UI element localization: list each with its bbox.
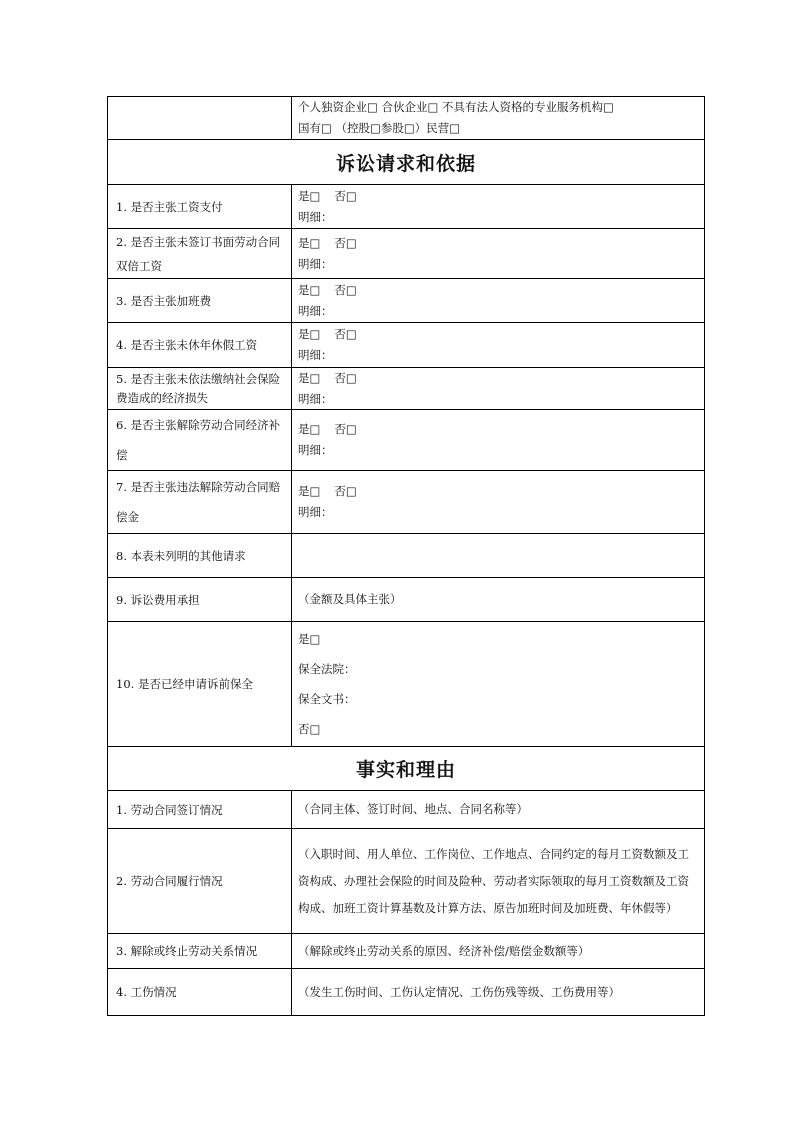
detail-label: 明细：: [298, 209, 333, 224]
claim-row-3: [108, 279, 704, 323]
claim-label-7: 7. 是否主张违法解除劳动合同赔偿金: [108, 471, 292, 533]
fact-label-1: 1. 劳动合同签订情况: [108, 791, 292, 828]
claim-answer-3: [292, 279, 704, 322]
no-checkbox[interactable]: 否□: [334, 282, 357, 297]
yes-checkbox[interactable]: 是□: [298, 422, 321, 436]
preservation-document-field[interactable]: 保全文书：: [298, 692, 356, 706]
other-claims-row: [108, 534, 704, 578]
fact-row-3: [108, 934, 704, 969]
yes-checkbox[interactable]: 是□: [298, 484, 321, 498]
claim-row-7: [108, 471, 704, 534]
claim-row-1: [108, 185, 704, 229]
enterprise-type-label-cell: [108, 97, 292, 139]
fact-label-4: 4. 工伤情况: [108, 969, 292, 1015]
yes-checkbox[interactable]: 是□: [298, 327, 321, 341]
fact-hint-3: （解除或终止劳动关系的原因、经济补偿/赔偿金数额等）: [298, 943, 590, 958]
yes-checkbox[interactable]: 是□: [298, 188, 321, 203]
preservation-court-field[interactable]: 保全法院：: [298, 662, 356, 676]
preservation-answer: [292, 622, 704, 746]
detail-label: 明细：: [298, 256, 333, 271]
claim-row-4: [108, 323, 704, 368]
no-checkbox[interactable]: 否□: [334, 422, 357, 436]
litigation-costs-label: 9. 诉讼费用承担: [108, 578, 292, 621]
preservation-row: [108, 622, 704, 747]
no-checkbox[interactable]: 否□: [334, 188, 357, 203]
detail-label: 明细：: [298, 303, 333, 318]
enterprise-type-options: [292, 97, 704, 139]
claim-label-2: 2. 是否主张未签订书面劳动合同双倍工资: [108, 229, 292, 278]
no-checkbox[interactable]: 否□: [334, 484, 357, 498]
detail-label: 明细：: [298, 348, 333, 362]
fact-hint-2: （入职时间、用人单位、工作岗位、工作地点、合同约定的每月工资数额及工资构成、办理社会保险的时间及险种、劳动者实际领取的每月工资数额及工资构成、加班工资计算基数及计算方法、原告加班时间及加班费、年休假等）: [298, 846, 689, 915]
other-claims-label: 8. 本表未列明的其他请求: [108, 534, 292, 577]
other-claims-value[interactable]: [292, 534, 704, 577]
yes-checkbox[interactable]: 是□: [298, 370, 321, 385]
complaint-form-table: [107, 96, 705, 1016]
no-checkbox[interactable]: 否□: [334, 370, 357, 385]
preservation-yes-checkbox[interactable]: 是□: [298, 632, 321, 646]
enterprise-type-row: [108, 96, 704, 140]
claim-answer-2: [292, 229, 704, 278]
fact-hint-1: （合同主体、签订时间、地点、合同名称等）: [298, 802, 528, 816]
claim-label-3: 3. 是否主张加班费: [108, 279, 292, 322]
claim-answer-4: [292, 323, 704, 367]
fact-value-4[interactable]: [292, 969, 704, 1015]
fact-row-4: [108, 969, 704, 1016]
claim-answer-7: [292, 471, 704, 533]
claim-row-5: [108, 368, 704, 410]
fact-value-2[interactable]: [292, 829, 704, 933]
claim-row-2: [108, 229, 704, 279]
claim-label-4: 4. 是否主张未休年休假工资: [108, 323, 292, 367]
enterprise-type-line-1: 个人独资企业□ 合伙企业□ 不具有法人资格的专业服务机构□: [298, 100, 614, 114]
litigation-costs-value[interactable]: [292, 578, 704, 621]
fact-label-2: 2. 劳动合同履行情况: [108, 829, 292, 933]
claim-answer-1: [292, 185, 704, 228]
detail-label: 明细：: [298, 391, 333, 406]
yes-checkbox[interactable]: 是□: [298, 282, 321, 297]
claim-row-6: [108, 410, 704, 471]
fact-hint-4: （发生工伤时间、工伤认定情况、工伤伤残等级、工伤费用等）: [298, 984, 620, 999]
litigation-costs-hint: （金额及具体主张）: [298, 592, 402, 606]
preservation-label: 10. 是否已经申请诉前保全: [108, 622, 292, 746]
fact-row-2: [108, 829, 704, 934]
claim-answer-5: [292, 368, 704, 409]
fact-value-1[interactable]: [292, 791, 704, 828]
detail-label: 明细：: [298, 443, 333, 457]
claim-label-1: 1. 是否主张工资支付: [108, 185, 292, 228]
enterprise-type-line-2: 国有□ （控股□参股□）民营□: [298, 121, 461, 135]
fact-row-1: [108, 791, 704, 829]
litigation-costs-row: [108, 578, 704, 622]
fact-value-3[interactable]: [292, 934, 704, 968]
fact-label-3: 3. 解除或终止劳动关系情况: [108, 934, 292, 968]
claim-label-6: 6. 是否主张解除劳动合同经济补偿: [108, 410, 292, 470]
no-checkbox[interactable]: 否□: [334, 235, 357, 250]
section-title-facts: 事实和理由: [108, 747, 704, 791]
detail-label: 明细：: [298, 505, 333, 519]
yes-checkbox[interactable]: 是□: [298, 235, 321, 250]
preservation-no-checkbox[interactable]: 否□: [298, 722, 321, 736]
claim-answer-6: [292, 410, 704, 470]
section-title-claims: 诉讼请求和依据: [108, 140, 704, 185]
no-checkbox[interactable]: 否□: [334, 327, 357, 341]
claim-label-5: 5. 是否主张未依法缴纳社会保险费造成的经济损失: [108, 368, 292, 409]
